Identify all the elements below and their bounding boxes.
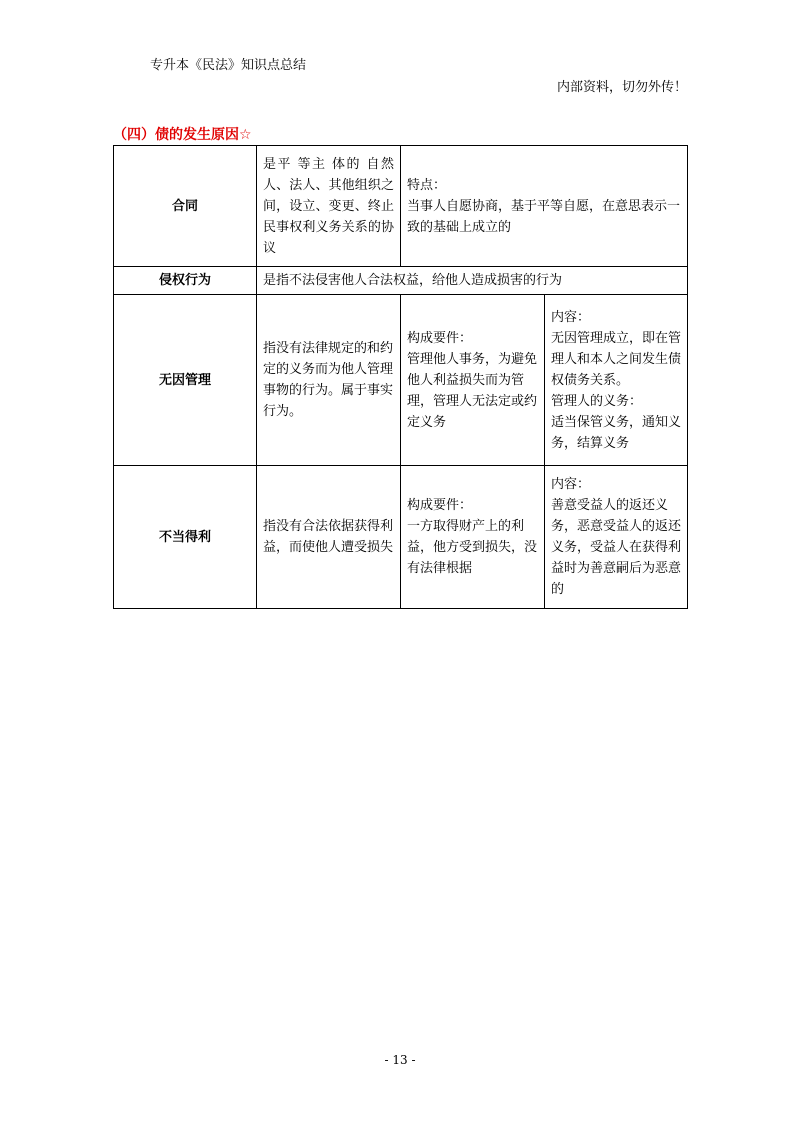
header-rule — [112, 96, 688, 97]
unjust-definition: 指没有合法依据获得利益，而使他人遭受损失 — [257, 466, 401, 609]
negotiorum-definition: 指没有法律规定的和约定的义务而为他人管理事物的行为。属于事实行为。 — [257, 295, 401, 466]
unjust-requirements-cell — [401, 466, 545, 609]
table-row-unjust-enrichment — [114, 466, 688, 609]
table-row-contract — [114, 146, 688, 267]
negotiorum-requirements-label: 构成要件： — [407, 330, 473, 346]
negotiorum-content-text: 无因管理成立，即在管理人和本人之间发生债权债务关系。 — [551, 330, 682, 388]
contract-definition: 是平 等主 体的 自然人、法人、其他组织之间，设立、变更、终止民事权利义务关系的协议 — [263, 156, 394, 256]
row-head-negotiorum: 无因管理 — [114, 295, 257, 466]
negotiorum-requirements-text: 管理他人事务，为避免他人利益损失而为管理，管理人无法定或约定义务 — [407, 351, 538, 430]
row-head-unjust-enrichment: 不当得利 — [114, 466, 257, 609]
causes-of-obligation-table — [113, 145, 688, 609]
negotiorum-duty-text: 适当保管义务，通知义务，结算义务 — [551, 414, 682, 451]
contract-feature-text: 当事人自愿协商，基于平等自愿，在意思表示一致的基础上成立的 — [407, 198, 681, 235]
contract-definition-cell — [257, 146, 401, 267]
table-row-negotiorum — [114, 295, 688, 466]
tort-definition: 是指不法侵害他人合法权益，给他人造成损害的行为 — [257, 267, 688, 295]
unjust-content-text: 善意受益人的返还义务，恶意受益人的返还义务，受益人在获得利益时为善意嗣后为恶意的 — [551, 498, 682, 597]
page-number: - 13 - — [384, 1053, 416, 1067]
section-title: （四）债的发生原因☆ — [113, 127, 252, 143]
negotiorum-requirements-cell — [401, 295, 545, 466]
unjust-requirements-label: 构成要件： — [407, 498, 473, 513]
unjust-content-label: 内容： — [551, 477, 591, 492]
negotiorum-content-label: 内容： — [551, 309, 591, 325]
table-row-tort — [114, 267, 688, 295]
header-document-title: 专升本《民法》知识点总结 — [150, 58, 307, 73]
negotiorum-content-cell — [545, 295, 688, 466]
contract-feature-label: 特点： — [407, 177, 447, 193]
unjust-requirements-text: 一方取得财产上的利益，他方受到损失，没有法律根据 — [407, 519, 538, 576]
unjust-content-cell — [545, 466, 688, 609]
negotiorum-duty-label: 管理人的义务： — [551, 393, 643, 409]
header-confidential-note: 内部资料，切勿外传！ — [557, 80, 688, 95]
row-head-tort: 侵权行为 — [114, 267, 257, 295]
row-head-contract: 合同 — [114, 146, 257, 267]
contract-feature-cell — [401, 146, 688, 267]
